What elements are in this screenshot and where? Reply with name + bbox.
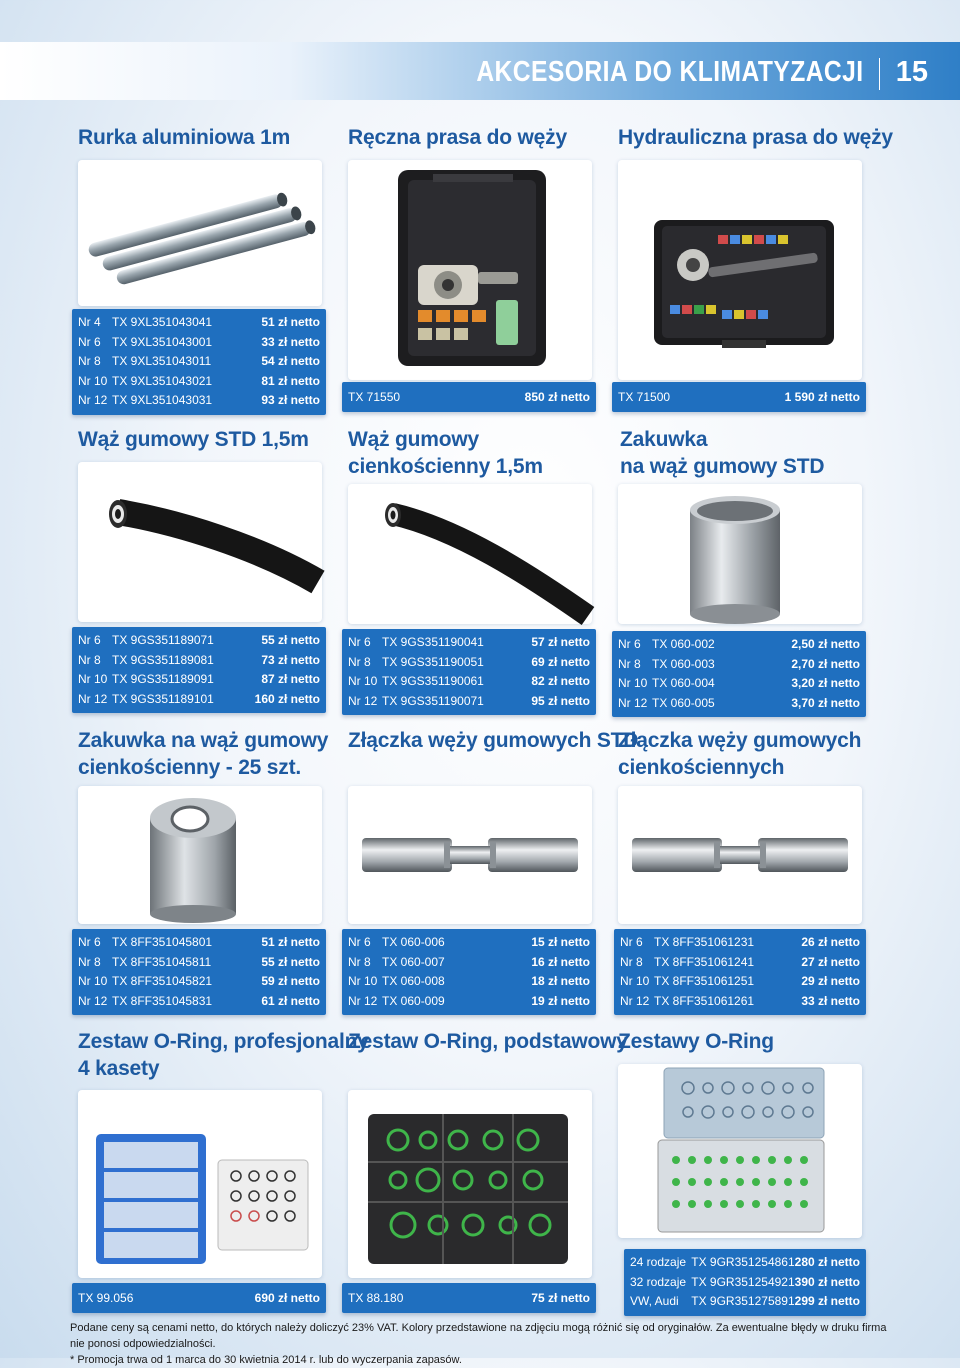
price-cell: 57 zł netto: [531, 635, 590, 649]
product-price: 75 zł netto: [531, 1291, 590, 1305]
product-title: Zestaw O-Ring, podstawowy: [348, 1030, 628, 1053]
table-row: [78, 953, 320, 973]
table-row: [78, 670, 320, 690]
price-table-ferrule-cup: [612, 631, 866, 717]
page-number: 15: [895, 56, 928, 88]
code-cell: TX 060-005: [652, 695, 715, 710]
size-cell: Nr 6: [620, 935, 643, 949]
size-cell: Nr 10: [620, 974, 650, 988]
price-cell: 61 zł netto: [261, 993, 320, 1008]
code-cell: TX 060-008: [382, 974, 445, 988]
promo-note: * Promocja trwa od 1 marca do 30 kwietnia 2014 r. lub do wyczerpania zapasów.: [70, 1354, 462, 1366]
price-cell: 3,20 zł netto: [791, 676, 860, 690]
size-cell: Nr 12: [78, 993, 108, 1008]
code-cell: TX 9XL351043041: [112, 315, 213, 329]
code-cell: TX 060-003: [652, 656, 715, 671]
product-image-hand-press-case: [348, 160, 592, 380]
table-row: [618, 655, 860, 675]
size-cell: Nr 12: [620, 993, 650, 1008]
price-cell: 81 zł netto: [261, 373, 320, 388]
product-title: [348, 426, 543, 480]
size-cell: Nr 10: [618, 676, 648, 690]
code-cell: TX 8FF351045831: [112, 993, 213, 1008]
price-bar-oring-pro: [72, 1283, 326, 1313]
table-row: [78, 690, 320, 710]
product-title-line: cienkościenny - 25 szt.: [78, 756, 301, 779]
size-cell: Nr 8: [78, 652, 101, 667]
table-row: [78, 391, 320, 411]
table-row: [620, 933, 860, 953]
footer-notes: [70, 1320, 890, 1368]
product-title: [78, 727, 328, 781]
product-image-thin-hose-connector: [618, 786, 862, 924]
code-cell: TX 8FF351061261: [654, 993, 755, 1008]
product-price: 690 zł netto: [254, 1291, 320, 1305]
code-cell: TX 9GS351189081: [112, 652, 214, 667]
price-cell: 69 zł netto: [531, 654, 590, 669]
size-cell: Nr 12: [618, 695, 648, 710]
size-cell: Nr 12: [78, 393, 108, 407]
price-bar-hydraulic-press: [612, 382, 866, 412]
product-code: TX 99.056: [78, 1291, 134, 1305]
size-cell: Nr 6: [78, 633, 101, 647]
size-cell: Nr 8: [78, 354, 101, 368]
price-cell: 27 zł netto: [801, 954, 860, 969]
product-title: [618, 727, 861, 781]
table-row: [348, 933, 590, 953]
price-cell: 82 zł netto: [531, 674, 590, 688]
product-code: TX 71550: [348, 390, 401, 404]
product-title-line: Złączka węży gumowych: [618, 729, 862, 752]
product-image-thin-hose: [348, 484, 592, 624]
code-cell: TX 9GS351190041: [382, 635, 484, 649]
size-cell: Nr 8: [348, 954, 371, 969]
code-cell: TX 9XL351043011: [112, 354, 212, 368]
price-table-thin-ferrule: [72, 929, 326, 1015]
price-cell: 29 zł netto: [801, 974, 860, 988]
product-title-line: 4 kasety: [78, 1057, 160, 1080]
product-code: TX 71500: [618, 390, 671, 404]
size-cell: Nr 10: [348, 974, 378, 988]
price-table-thin-hose: [342, 629, 596, 715]
code-cell: TX 9XL351043021: [112, 373, 213, 388]
size-cell: Nr 8: [348, 654, 371, 669]
table-row: [630, 1253, 860, 1273]
price-cell: 95 zł netto: [531, 693, 590, 708]
price-cell: 299 zł netto: [794, 1294, 860, 1308]
table-row: [78, 933, 320, 953]
price-cell: 280 zł netto: [794, 1255, 860, 1269]
code-cell: TX 9GR351254861: [691, 1255, 795, 1269]
table-row: [78, 333, 320, 353]
size-cell: Nr 6: [78, 935, 101, 949]
table-row: [348, 653, 590, 673]
code-cell: TX 060-004: [652, 676, 715, 690]
table-row: [620, 972, 860, 992]
code-cell: TX 9GS351189071: [112, 633, 214, 647]
price-cell: 59 zł netto: [261, 974, 320, 988]
table-row: [630, 1292, 860, 1312]
size-cell: Nr 6: [618, 637, 641, 651]
product-title: Zestawy O-Ring: [618, 1030, 774, 1053]
code-cell: TX 9GS351190061: [382, 674, 484, 688]
table-row: [348, 972, 590, 992]
product-title-line: cienkościenny 1,5m: [348, 455, 543, 478]
price-cell: 160 zł netto: [254, 691, 320, 706]
product-title-line: Wąż gumowy: [348, 428, 480, 451]
product-image-hose-connector: [348, 786, 592, 924]
size-cell: Nr 4: [78, 315, 101, 329]
code-cell: TX 8FF351061231: [654, 935, 755, 949]
code-cell: TX 060-002: [652, 637, 715, 651]
price-cell: 2,70 zł netto: [791, 656, 860, 671]
product-image-oring-pro-cases: [78, 1090, 322, 1278]
product-title: [620, 426, 824, 480]
product-title-line: na wąż gumowy STD: [620, 455, 825, 478]
product-title: Ręczna prasa do węży: [348, 126, 567, 149]
product-image-ferrule-cup: [618, 484, 862, 624]
price-cell: 55 zł netto: [261, 633, 320, 647]
product-title: Hydrauliczna prasa do węży: [618, 126, 893, 149]
size-cell: Nr 8: [78, 954, 101, 969]
price-cell: 19 zł netto: [531, 993, 590, 1008]
code-cell: TX 9XL351043031: [112, 393, 213, 407]
code-cell: TX 8FF351045811: [112, 954, 212, 969]
code-cell: TX 8FF351061251: [654, 974, 755, 988]
table-row: [78, 972, 320, 992]
size-cell: Nr 12: [348, 693, 378, 708]
variant-cell: VW, Audi: [630, 1294, 679, 1308]
size-cell: Nr 12: [348, 993, 378, 1008]
price-table-hose-connector: [342, 929, 596, 1015]
table-row: [78, 992, 320, 1012]
code-cell: TX 9XL351043001: [112, 334, 213, 349]
price-cell: 390 zł netto: [794, 1274, 860, 1289]
code-cell: TX 9GS351190071: [382, 693, 484, 708]
price-cell: 3,70 zł netto: [791, 695, 860, 710]
size-cell: Nr 6: [348, 635, 371, 649]
variant-cell: 24 rodzaje: [630, 1255, 687, 1269]
table-row: [620, 953, 860, 973]
code-cell: TX 8FF351045801: [112, 935, 213, 949]
variant-cell: 32 rodzaje: [630, 1274, 687, 1289]
product-image-oring-basic-box: [348, 1090, 592, 1278]
table-row: [348, 672, 590, 692]
code-cell: TX 8FF351061241: [654, 954, 755, 969]
price-cell: 51 zł netto: [261, 935, 320, 949]
header-divider: [879, 58, 880, 90]
price-table-oring-sets: [624, 1249, 866, 1316]
price-cell: 33 zł netto: [261, 334, 320, 349]
product-title: [78, 1028, 369, 1082]
price-cell: 15 zł netto: [531, 935, 590, 949]
price-cell: 55 zł netto: [261, 954, 320, 969]
price-cell: 16 zł netto: [531, 954, 590, 969]
table-row: [78, 651, 320, 671]
product-image-aluminum-tubes: [78, 160, 322, 306]
code-cell: TX 9GS351190051: [382, 654, 484, 669]
product-title: Rurka aluminiowa 1m: [78, 126, 291, 149]
size-cell: Nr 12: [78, 691, 108, 706]
table-row: [78, 352, 320, 372]
product-title-line: Zakuwka: [620, 428, 708, 451]
price-table-aluminum-tubes: [72, 309, 326, 415]
product-image-oring-sets-box: [618, 1064, 862, 1238]
size-cell: Nr 6: [348, 935, 371, 949]
price-cell: 54 zł netto: [261, 354, 320, 368]
page-title: AKCESORIA DO KLIMATYZACJI: [476, 56, 864, 88]
product-image-thin-ferrule: [78, 786, 322, 924]
price-table-rubber-hose: [72, 627, 326, 713]
code-cell: TX 9GR351275891: [691, 1294, 795, 1308]
table-row: [620, 992, 860, 1012]
product-price: 1 590 zł netto: [784, 390, 860, 404]
size-cell: Nr 6: [78, 334, 101, 349]
code-cell: TX 9GS351189101: [112, 691, 214, 706]
size-cell: Nr 10: [348, 674, 378, 688]
size-cell: Nr 8: [620, 954, 643, 969]
code-cell: TX 8FF351045821: [112, 974, 213, 988]
table-row: [348, 692, 590, 712]
size-cell: Nr 10: [78, 373, 108, 388]
vat-disclaimer: Podane ceny są cenami netto, do których należy doliczyć 23% VAT. Kolory przedstawione na zdjęciu mogą różnić się od oryginałów. Za ewentualne błędy w druku firma nie ponosi odpowiedzialności.: [70, 1322, 887, 1350]
table-row: [78, 313, 320, 333]
code-cell: TX 060-009: [382, 993, 445, 1008]
table-row: [618, 674, 860, 694]
product-price: 850 zł netto: [524, 390, 590, 404]
price-cell: 73 zł netto: [261, 652, 320, 667]
table-row: [78, 631, 320, 651]
price-cell: 33 zł netto: [801, 993, 860, 1008]
code-cell: TX 9GS351189091: [112, 672, 214, 686]
price-bar-hand-press: [342, 382, 596, 412]
table-row: [348, 992, 590, 1012]
price-bar-oring-basic: [342, 1283, 596, 1313]
product-title-line: Zakuwka na wąż gumowy: [78, 729, 329, 752]
table-row: [618, 694, 860, 714]
table-row: [78, 372, 320, 392]
price-cell: 26 zł netto: [801, 935, 860, 949]
product-image-rubber-hose: [78, 462, 322, 622]
product-title: Złączka węży gumowych STD: [348, 729, 639, 752]
product-title-line: Zestaw O-Ring, profesjonalny: [78, 1030, 369, 1053]
code-cell: TX 060-006: [382, 935, 445, 949]
product-title: Wąż gumowy STD 1,5m: [78, 428, 309, 451]
table-row: [348, 633, 590, 653]
size-cell: Nr 10: [78, 672, 108, 686]
code-cell: TX 060-007: [382, 954, 445, 969]
price-cell: 2,50 zł netto: [791, 637, 860, 651]
product-code: TX 88.180: [348, 1291, 404, 1305]
size-cell: Nr 10: [78, 974, 108, 988]
table-row: [348, 953, 590, 973]
price-cell: 87 zł netto: [261, 672, 320, 686]
price-cell: 51 zł netto: [261, 315, 320, 329]
price-table-thin-hose-connector: [614, 929, 866, 1015]
price-cell: 93 zł netto: [261, 393, 320, 407]
table-row: [630, 1273, 860, 1293]
price-cell: 18 zł netto: [531, 974, 590, 988]
product-title-line: cienkościennych: [618, 756, 785, 779]
code-cell: TX 9GR351254921: [691, 1274, 795, 1289]
product-image-hydraulic-press-case: [618, 160, 862, 380]
size-cell: Nr 8: [618, 656, 641, 671]
table-row: [618, 635, 860, 655]
